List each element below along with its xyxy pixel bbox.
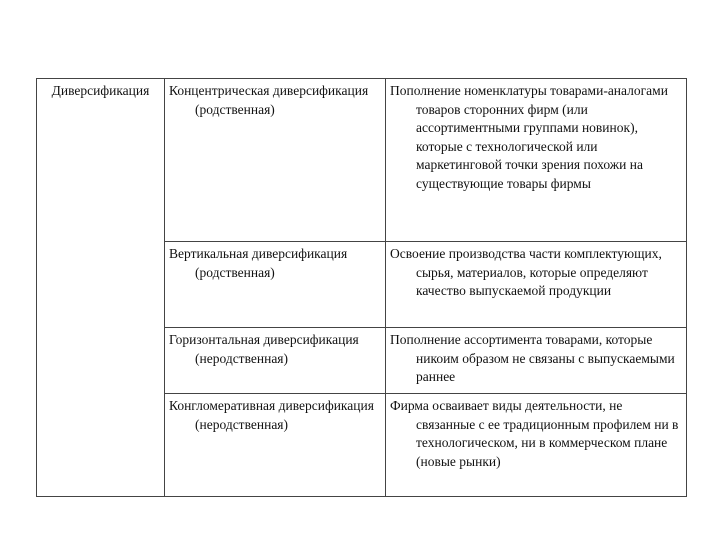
type-cell — [165, 242, 386, 328]
description-cell — [386, 79, 687, 242]
diversification-table — [36, 78, 687, 497]
type-cell — [165, 328, 386, 394]
type-cell — [165, 79, 386, 242]
description-text: Освоение производства части комплектующих, сырья, материалов, которые определяют качество выпускаемой продукции — [390, 246, 662, 298]
row-header-text: Диверсификация — [51, 83, 150, 98]
row-header-cell — [37, 79, 165, 497]
type-cell — [165, 394, 386, 497]
description-text: Пополнение номенклатуры товарами-аналогами товаров сторонних фирм (или ассортиментными группами новинок), которые с технологической или маркетинговой точки зрения похожи на существующие товары фирмы — [390, 83, 668, 191]
description-cell — [386, 328, 687, 394]
description-cell — [386, 394, 687, 497]
table-row — [37, 79, 687, 242]
type-text: Горизонтальная диверсификация (неродственная) — [169, 332, 359, 366]
description-cell — [386, 242, 687, 328]
type-text: Вертикальная диверсификация (родственная) — [169, 246, 348, 280]
description-text: Фирма осваивает виды деятельности, не связанные с ее традиционным профилем ни в технологическом, ни в коммерческом плане (новые рынки) — [390, 398, 679, 469]
type-text: Концентрическая диверсификация (родственная) — [169, 83, 369, 117]
description-text: Пополнение ассортимента товарами, которые никоим образом не связаны с выпускаемыми раннее — [390, 332, 675, 384]
type-text: Конгломеративная диверсификация (неродственная) — [169, 398, 374, 432]
